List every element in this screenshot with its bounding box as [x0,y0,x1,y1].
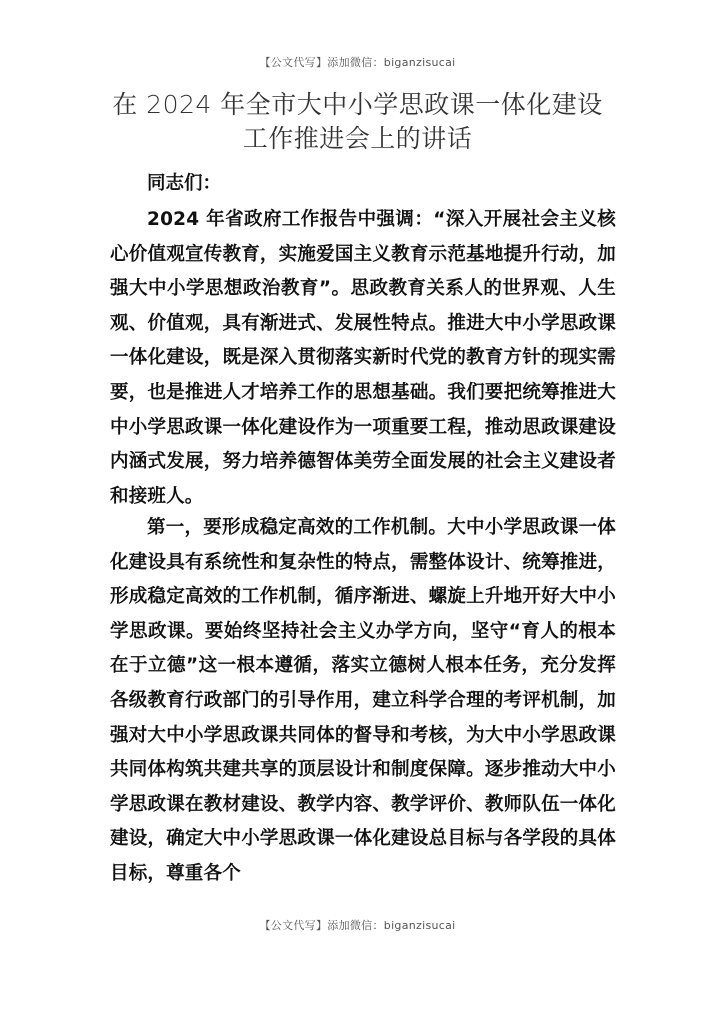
title-line-1: 在 2024 年全市大中小学思政课一体化建设 [112,90,603,119]
salutation: 同志们： [147,173,222,194]
footer-watermark: 【公文代写】添加微信：biganzisucai [259,919,456,932]
body-paragraph-1: 2024 年省政府工作报告中强调：“深入开展社会主义核心价值观宣传教育，实施爱国主义教育示范基地提升行动，加强大中小学思想政治教育”。思政教育关系人的世界观、人生观、价值观，具有渐进式、发展性特点。推进大中小学思政课一体化建设，既是深入贯彻落实新时代党的教育方针的现实需要，也是推进人才培养工作的思想基础。我们要把统筹推进大中小学思政课一体化建设作为一项重要工程，推动思政课建设内涵式发展，努力培养德智体美劳全面发展的社会主义建设者和接班人。 [110,209,616,507]
header-watermark: 【公文代写】添加微信：biganzisucai [259,56,456,69]
title-line-2: 工作推进会上的讲话 [242,124,473,153]
document-title [100,88,615,156]
body-paragraph-2: 第一，要形成稳定高效的工作机制。大中小学思政课一体化建设具有系统性和复杂性的特点，需整体设计、统筹推进，形成稳定高效的工作机制，循序渐进、螺旋上升地开好大中小学思政课。要始终坚持社会主义办学方向，坚守“育人的根本在于立德”这一根本遵循，落实立德树人根本任务，充分发挥各级教育行政部门的引导作用，建立科学合理的考评机制，加强对大中小学思政课共同体的督导和考核，为大中小学思政课共同体构筑共建共享的顶层设计和制度保障。逐步推动大中小学思政课在教材建设、教学内容、教学评价、教师队伍一体化建设，确定大中小学思政课一体化建设总目标与各学段的具体目标，尊重各个 [110,517,616,884]
